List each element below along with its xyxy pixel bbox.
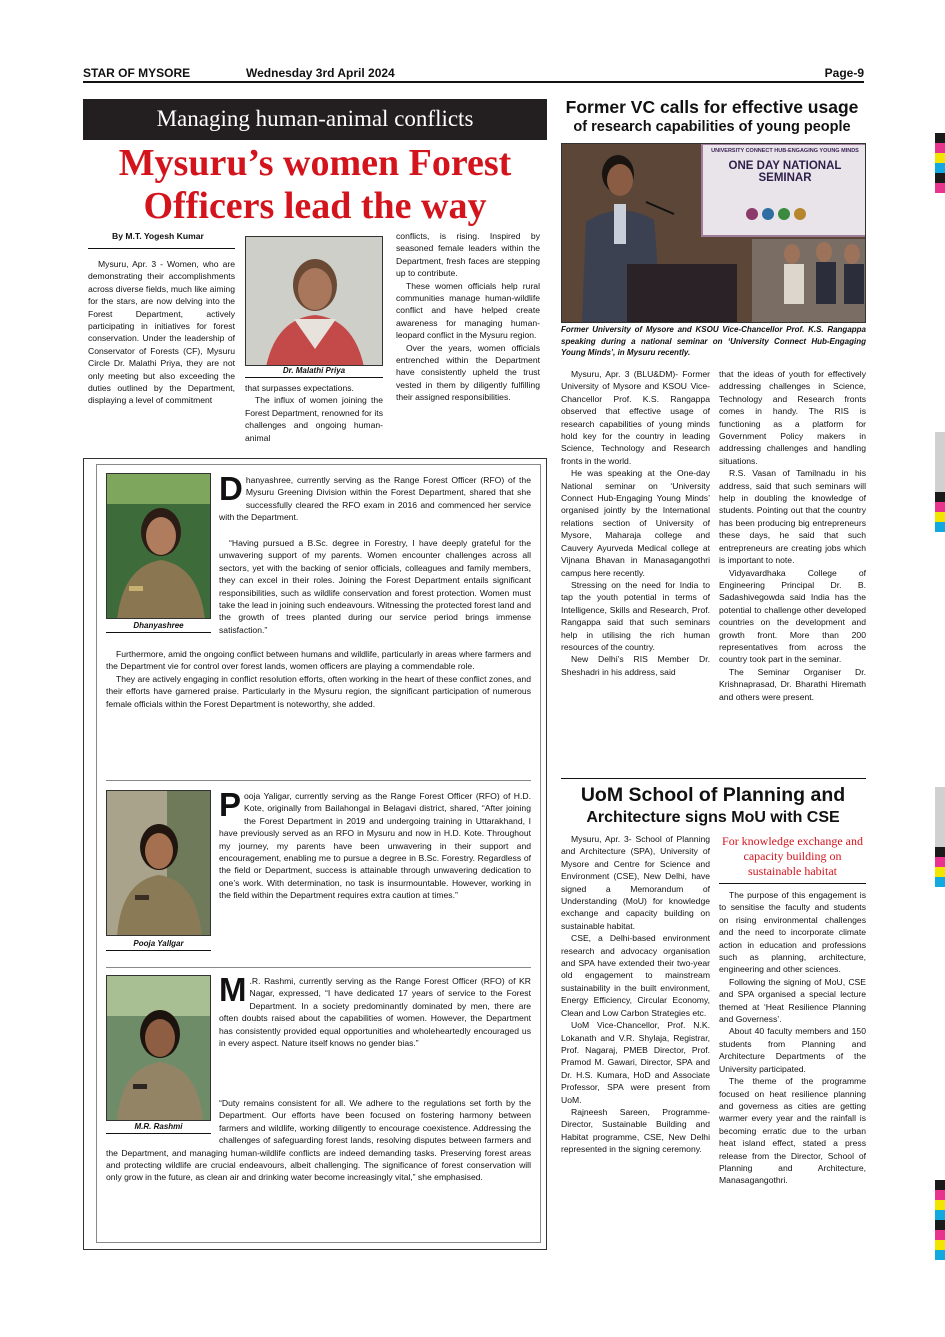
divider-2	[106, 967, 531, 968]
lead-col-2-para: The influx of women joining the Forest Department, renowned for its challenges and ongoing human-animal	[245, 395, 383, 443]
divider-1	[106, 780, 531, 781]
registration-bars-3	[935, 787, 945, 887]
dhanyashree-text-top-2	[219, 537, 531, 647]
seminar-photo	[561, 143, 866, 323]
vc-headline-line2: of research capabilities of young people	[573, 119, 851, 135]
issue-date: Wednesday 3rd April 2024	[246, 66, 395, 80]
vc-col-2-p1: that the ideas of youth for effectively addressing challenges in Science, Technology and Research fronts comes in handy. The RIS is functioning as a platform for Government Policy makers in addressing challenges and handling situations.	[719, 369, 866, 466]
rashmi-caption: M.R. Rashmi	[134, 1122, 183, 1131]
dhanyashree-p3: Furthermore, amid the ongoing conflict between humans and wildlife, particularly in areas where farmers and the Department vie for control over forest lands, women officers are playing a commendable role.	[106, 649, 531, 672]
pooja-caption-rule	[106, 950, 211, 951]
vc-col-2-p4: The Seminar Organiser Dr. Krishnaprasad, Dr. Bharathi Hiremath and others were present.	[719, 666, 866, 702]
uom-col-2-p1: The purpose of this engagement is to sensitise the faculty and students on rising environmental challenges and the need to incorporate climate action in education and professions such as planning, architecture, engineering and other sciences.	[719, 890, 866, 975]
story-divider	[561, 778, 866, 779]
vc-headline-line1: Former VC calls for effective usage	[565, 97, 859, 117]
pooja-dropcap: P	[219, 790, 242, 823]
registration-bars-2	[935, 432, 945, 532]
pooja-photo	[106, 790, 211, 936]
seminar-banner-line2: ONE DAY NATIONAL SEMINAR	[728, 160, 842, 184]
uom-headline-line2: Architecture signs MoU with CSE	[586, 809, 840, 826]
lead-col-2	[245, 382, 383, 454]
lead-col-3-p1: conflicts, is rising. Inspired by seasoned female leaders within the Department, fresh faces are stepping up to contribute.	[396, 231, 540, 279]
vc-col-2-p3: Vidyavardhaka College of Engineering Principal Dr. B. Sadashivegowda said India has the potential to challenge other developed countries on the development and growth front. More than 200 representatives from across the country took part in the seminar.	[719, 567, 866, 665]
dhanyashree-caption: Dhanyashree	[133, 621, 184, 630]
byline: By M.T. Yogesh Kumar	[112, 231, 204, 241]
malathi-caption-rule	[245, 377, 383, 378]
vc-col-2-p2: R.S. Vasan of Tamilnadu in his address, said that such seminars will help in doubling the knowledge of students. Pointing out that the country has been producing big entrepreneurs these days, he said that such entrepreneurs are creating jobs which is important to note.	[719, 468, 866, 566]
rashmi-dropcap: M	[219, 975, 247, 1008]
vc-col-1-p1: Mysuru, Apr. 3 (BLU&DM)- Former University of Mysore and KSOU Vice-Chancellor Prof. K.S. Rangappa observed that effective usage of research capabilities of young minds hold key for the country in leading Science, Technology and Research fronts in the world.	[561, 369, 710, 466]
pooja-caption: Pooja Yallgar	[133, 939, 184, 948]
uom-headline	[556, 783, 870, 829]
section-banner-text: Managing human-animal conflicts	[156, 106, 474, 131]
lead-col-1-text: Mysuru, Apr. 3 - Women, who are demonstrating their accomplishments across diverse fields, much like aiming for the stars, are now delving into the Forest Department, actively participating in initiatives for forest conservation. Under the leadership of Conservator of Forests (CF), Mysuru Circle Dr. Malathi Priya, they are not only meeting but also exceeding the duties outlined by the Department, displaying a level of commitment	[88, 259, 235, 406]
vc-col-1	[561, 368, 710, 778]
lead-col-3-p2: These women officials help rural communities manage human-wildlife conflict and have helped create awareness for managing human-leopard conflict in the Mysuru region.	[396, 280, 540, 341]
dhanyashree-p2: “Having pursued a B.Sc. degree in Forestry, I have deeply grateful for the unwavering support of my parents. Women encounter challenges across all sectors, yet with the backing of senior officials, colleagues and family members, they can excel in their roles. Joining the Forest Department entails significant responsibilities, such as wildlife conservation and forest protection. Women must take the lead in joining such endeavours. Witnessing the protected forest land and the growth of trees planted during our service period brings immense satisfaction.”	[219, 538, 531, 635]
vc-headline	[556, 97, 868, 137]
vc-col-1-p2: He was speaking at the One-day National seminar on ‘University Connect Hub-Engaging Young Minds’ organised jointly by the International relations section of University of Mysore, Maharaja college and Cauvery Ayurveda Medical college at Vijnana Bhavan in Manasagangothri campus here recently.	[561, 468, 710, 578]
section-banner	[83, 99, 547, 140]
registration-bars-4	[935, 1180, 945, 1260]
lead-headline	[83, 142, 547, 228]
lead-col-3-p3: Over the years, women officials entrenched within the Department have consistently upheld the trust vested in them by diligently fulfilling their assigned responsibilities.	[396, 342, 540, 403]
malathi-photo	[245, 236, 383, 366]
dhanyashree-p4: They are actively engaging in conflict resolution efforts, often working in the heart of these conflict zones, and their efforts have garnered praise. Particularly in the Mysuru region, the significant participation of numerous female officials within the Forest Department is noteworthy, she added.	[106, 673, 531, 709]
seminar-banner-line1: UNIVERSITY CONNECT HUB-ENGAGING YOUNG MINDS	[711, 148, 859, 154]
uom-col-1-p4: Rajneesh Sareen, Programme-Director, Sustainable Building and Habitat programme, CSE, New Delhi represented in the signing ceremony.	[561, 1106, 710, 1155]
uom-subhead-rule	[719, 883, 866, 884]
uom-subhead: For knowledge exchange and capacity building on sustainable habitat	[722, 834, 863, 878]
uom-col-1-p3: UoM Vice-Chancellor, Prof. N.K. Lokanath and V.R. Shylaja, Registrar, Prof. Nagaraj, PMEB Director, Prof. Pramod M. Gawari, Director, SPA and Dr. H.S. Kumara, HoD and Associate Professor, SPA were present from UoM.	[561, 1020, 710, 1105]
uom-col-1-p2: CSE, a Delhi-based environment research and advocacy organisation and SPA have extended their two-year old engagement to mainstream sustainability in the built environment, Energy Efficiency, Circular Economy, Clean and Low Carbon Strategies etc.	[561, 933, 710, 1018]
lead-col-1	[88, 258, 235, 454]
dhanyashree-text-bottom	[106, 648, 531, 772]
malathi-caption: Dr. Malathi Priya	[282, 366, 346, 375]
uom-col-2-p2: Following the signing of MoU, CSE and SPA organised a special lecture themed at ‘Heat Resilience Planning and Governess’.	[719, 976, 866, 1025]
dhanyashree-caption-rule	[106, 632, 211, 633]
dhanyashree-photo	[106, 473, 211, 619]
vc-col-2	[719, 368, 866, 778]
rashmi-p1: .R. Rashmi, currently serving as the Range Forest Officer (RFO) of KR Nagar, expressed, “I have dedicated 17 years of service to the Forest Department. In a society predominantly dominated by men, there are often doubts raised about the capabilities of women. However, the Department has consistently provided equal opportunities and wholeheartedly encouraged us in every aspect. Nature itself knows no gender bias.”	[219, 976, 531, 1049]
registration-bars-1	[935, 133, 945, 193]
byline-rule	[88, 248, 235, 249]
lead-headline-line2: Officers lead the way	[143, 185, 487, 227]
dhanyashree-dropcap: D	[219, 474, 243, 507]
pooja-text	[219, 790, 531, 960]
uom-col-1-p1: Mysuru, Apr. 3- School of Planning and Architecture (SPA), University of Mysore and Centre for Science and Environment (CSE), New Delhi, have signed a Memorandum of Understanding (MoU) for knowledge exchange and capacity building on sustainable habitat.	[561, 834, 710, 931]
seminar-caption: Former University of Mysore and KSOU Vice-Chancellor Prof. K.S. Rangappa speaking during a national seminar on ‘University Connect Hub-Engaging Young Minds’, in Mysuru recently.	[561, 325, 866, 357]
uom-col-2	[719, 889, 866, 1281]
pooja-p1: ooja Yaligar, currently serving as the Range Forest Officer (RFO) of H.D. Kote, originally from Bailahongal in Belagavi district, shared, “After joining the Forest Department in 2019 and undergoing training in Uttarakhand, I have previously served as an RFO in Mysuru and now in H.D. Kote. Throughout my journey, my parents have been unwavering in their support and encouragement, enabling me to pursue a degree in B.Sc. Forestry. Regardless of the field or Department, success is attainable through unwavering dedication to one’s work. With determination, no task is insurmountable. However, working in the field within the Department requires extra caution at times.”	[219, 791, 531, 901]
lead-headline-line1: Mysuru’s women Forest	[118, 142, 512, 184]
dhanyashree-p1: hanyashree, currently serving as the Range Forest Officer (RFO) of the Mysuru Greening Division within the Forest Department, shared that she successfully cleared the RFO exam in 2016 and commenced her service with the Department.	[219, 475, 531, 523]
paper-name: STAR OF MYSORE	[83, 66, 191, 80]
vc-col-1-p4: New Delhi’s RIS Member Dr. Sheshadri in his address, said	[561, 654, 710, 677]
lead-col-2-line: that surpasses expectations.	[245, 383, 354, 393]
rashmi-text-top	[219, 975, 531, 1099]
vc-col-1-p3: Stressing on the need for India to tap the youth potential in terms of Intelligence, Skills and Research, Prof. Rangappa said that such seminars help in utilising the rich human resources of the country.	[561, 579, 710, 652]
uom-headline-line1: UoM School of Planning and	[580, 784, 846, 806]
rashmi-p2: “Duty remains consistent for all. We adhere to the regulations set forth by the Department. Our efforts have been focused on fostering harmony between farmers and wildlife, working diligently to encourage coexistence. Addressing the challenges of safeguarding forest lands, resolving disputes between farmers and the Department, and managing human-wildlife conflicts are indeed demanding tasks. Preserving forest areas and protecting wildlife are crucial endeavours, albeit challenging. The significance of forest conservation will only grow in the future, as clean air and drinking water become increasingly vital,” she emphasised.	[106, 1098, 531, 1183]
uom-col-2-p3: About 40 faculty members and 150 students from Planning and Architecture Departments of the University participated.	[719, 1026, 866, 1074]
lead-col-3	[396, 230, 540, 454]
uom-col-1	[561, 833, 710, 1257]
page-number: Page-9	[824, 66, 864, 80]
uom-col-2-p4: The theme of the programme focused on heat resilience planning and governess as cities are getting warmer every year and the rainfall is becoming erratic due to the urban heat island effect, stated a press release from the Director, School of Planning and Architecture, Manasagangothri.	[719, 1076, 866, 1186]
rashmi-text-bottom	[106, 1097, 531, 1233]
header-rule	[83, 81, 864, 83]
